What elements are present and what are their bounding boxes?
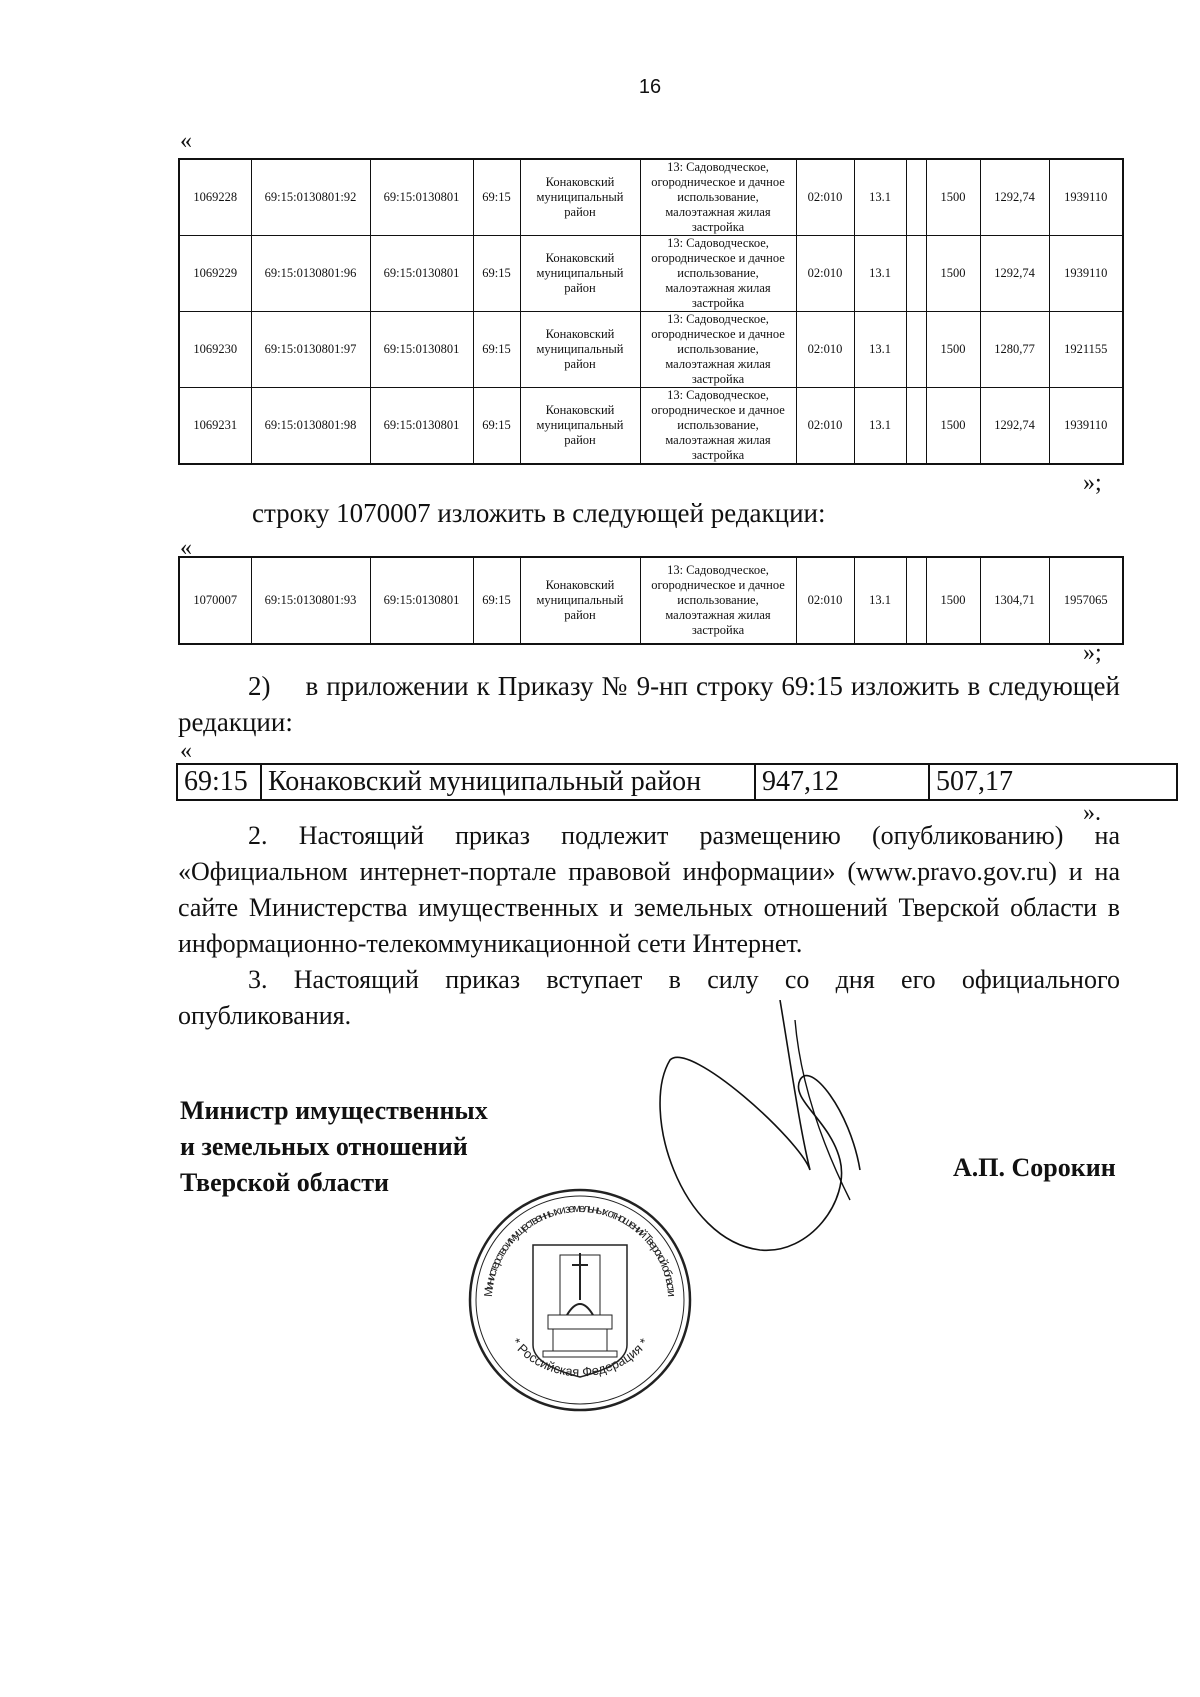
- cell-district-code: 69:15: [473, 312, 520, 388]
- close-quote: »;: [1083, 470, 1102, 496]
- cell-code: 02:010: [796, 236, 854, 312]
- cell-code: 02:010: [796, 388, 854, 465]
- cell-record-id: 1069231: [179, 388, 251, 465]
- cell-cadastral-number: 69:15:0130801:96: [251, 236, 370, 312]
- cell-subgroup: 13.1: [854, 388, 906, 465]
- open-quote: «: [180, 535, 192, 561]
- page-number: 16: [638, 76, 662, 98]
- cell-cadastral-number: 69:15:0130801:93: [251, 557, 370, 644]
- table-row: [179, 236, 1123, 312]
- cell-empty-column: [906, 236, 926, 312]
- cell-empty-column: [906, 312, 926, 388]
- cell-subgroup: 13.1: [854, 312, 906, 388]
- cell-land-use-group: 13: Садоводческое, огородническое и дачное использование, малоэтажная жилая застройка: [640, 312, 796, 388]
- cell-land-use-group: 13: Садоводческое, огородническое и дачное использование, малоэтажная жилая застройка: [640, 388, 796, 465]
- land-plots-table: [178, 158, 1124, 465]
- cell-record-id: 1069230: [179, 312, 251, 388]
- cell-code: 02:010: [796, 312, 854, 388]
- cell-record-id: 1070007: [179, 557, 251, 644]
- land-plot-1070007-table: [178, 556, 1124, 645]
- cell-empty-column: [906, 159, 926, 236]
- cell-specific-value: 1292,74: [980, 159, 1049, 236]
- district-value-2: 507,17: [929, 764, 1177, 800]
- seal-outer-text: Министерство имущественных и земельных отношений Тверской области: [482, 1202, 677, 1298]
- cell-cadastral-value: 1939110: [1049, 159, 1123, 236]
- cell-cadastral-number: 69:15:0130801:92: [251, 159, 370, 236]
- table-row: [177, 764, 1177, 800]
- cell-record-id: 1069228: [179, 159, 251, 236]
- cell-district-name: Конаковский муниципальный район: [520, 312, 640, 388]
- signer-name: А.П. Сорокин: [953, 1153, 1116, 1182]
- item-2-text: 2) в приложении к Приказу № 9-нп строку 69:15 изложить в следующей редакции:: [178, 671, 1120, 737]
- open-quote: «: [180, 738, 192, 764]
- cell-cadastral-quarter: 69:15:0130801: [370, 388, 473, 465]
- cell-cadastral-value: 1939110: [1049, 388, 1123, 465]
- cell-cadastral-number: 69:15:0130801:98: [251, 388, 370, 465]
- close-quote: ».: [1083, 800, 1101, 826]
- cell-specific-value: 1280,77: [980, 312, 1049, 388]
- cell-subgroup: 13.1: [854, 557, 906, 644]
- cell-specific-value: 1304,71: [980, 557, 1049, 644]
- open-quote: «: [180, 128, 192, 154]
- cell-cadastral-quarter: 69:15:0130801: [370, 557, 473, 644]
- cell-land-use-group: 13: Садоводческое, огородническое и дачное использование, малоэтажная жилая застройка: [640, 159, 796, 236]
- svg-text:* Российская Федерация *: * Российская Федерация *: [508, 1335, 652, 1380]
- signer-title-line-3: Тверской области: [180, 1168, 389, 1197]
- close-quote: »;: [1083, 640, 1102, 666]
- cell-cadastral-value: 1957065: [1049, 557, 1123, 644]
- cell-district-name: Конаковский муниципальный район: [520, 159, 640, 236]
- cell-code: 02:010: [796, 159, 854, 236]
- cell-record-id: 1069229: [179, 236, 251, 312]
- cell-empty-column: [906, 557, 926, 644]
- cell-specific-value: 1292,74: [980, 236, 1049, 312]
- cell-district-name: Конаковский муниципальный район: [520, 557, 640, 644]
- cell-cadastral-value: 1921155: [1049, 312, 1123, 388]
- cell-area: 1500: [926, 236, 980, 312]
- cell-cadastral-quarter: 69:15:0130801: [370, 236, 473, 312]
- signature-block: [180, 1093, 488, 1201]
- district-table: [176, 763, 1178, 801]
- cell-area: 1500: [926, 312, 980, 388]
- signer-title-line-2: и земельных отношений: [180, 1132, 468, 1161]
- signer-title-line-1: Министр имущественных: [180, 1096, 488, 1125]
- cell-code: 02:010: [796, 557, 854, 644]
- cell-district-name: Конаковский муниципальный район: [520, 236, 640, 312]
- district-code: 69:15: [177, 764, 261, 800]
- paragraph-3: 3. Настоящий приказ вступает в силу со дня его официального опубликования.: [178, 965, 1120, 1030]
- table-row: [179, 159, 1123, 236]
- table-row: [179, 312, 1123, 388]
- cell-district-name: Конаковский муниципальный район: [520, 388, 640, 465]
- paragraph-2: 2. Настоящий приказ подлежит размещению (опубликованию) на «Официальном интернет-портале правовой информации» (www.pravo.gov.ru) и на сайте Министерства имущественных и земельных отношений Тверской области в информационно-телекоммуникационной сети Интернет.: [178, 821, 1120, 958]
- table-row: [179, 388, 1123, 465]
- cell-cadastral-number: 69:15:0130801:97: [251, 312, 370, 388]
- handwritten-signature: [650, 1000, 930, 1270]
- cell-subgroup: 13.1: [854, 159, 906, 236]
- cell-land-use-group: 13: Садоводческое, огородническое и дачное использование, малоэтажная жилая застройка: [640, 236, 796, 312]
- cell-cadastral-value: 1939110: [1049, 236, 1123, 312]
- cell-area: 1500: [926, 159, 980, 236]
- cell-area: 1500: [926, 557, 980, 644]
- cell-specific-value: 1292,74: [980, 388, 1049, 465]
- cell-cadastral-quarter: 69:15:0130801: [370, 159, 473, 236]
- district-name: Конаковский муниципальный район: [261, 764, 755, 800]
- district-value-1: 947,12: [755, 764, 929, 800]
- cell-land-use-group: 13: Садоводческое, огородническое и дачное использование, малоэтажная жилая застройка: [640, 557, 796, 644]
- row-1070007-instruction: строку 1070007 изложить в следующей редакции:: [252, 498, 826, 528]
- cell-district-code: 69:15: [473, 557, 520, 644]
- cell-district-code: 69:15: [473, 236, 520, 312]
- cell-empty-column: [906, 388, 926, 465]
- cell-district-code: 69:15: [473, 388, 520, 465]
- cell-district-code: 69:15: [473, 159, 520, 236]
- cell-cadastral-quarter: 69:15:0130801: [370, 312, 473, 388]
- cell-area: 1500: [926, 388, 980, 465]
- cell-subgroup: 13.1: [854, 236, 906, 312]
- table-row: [179, 557, 1123, 644]
